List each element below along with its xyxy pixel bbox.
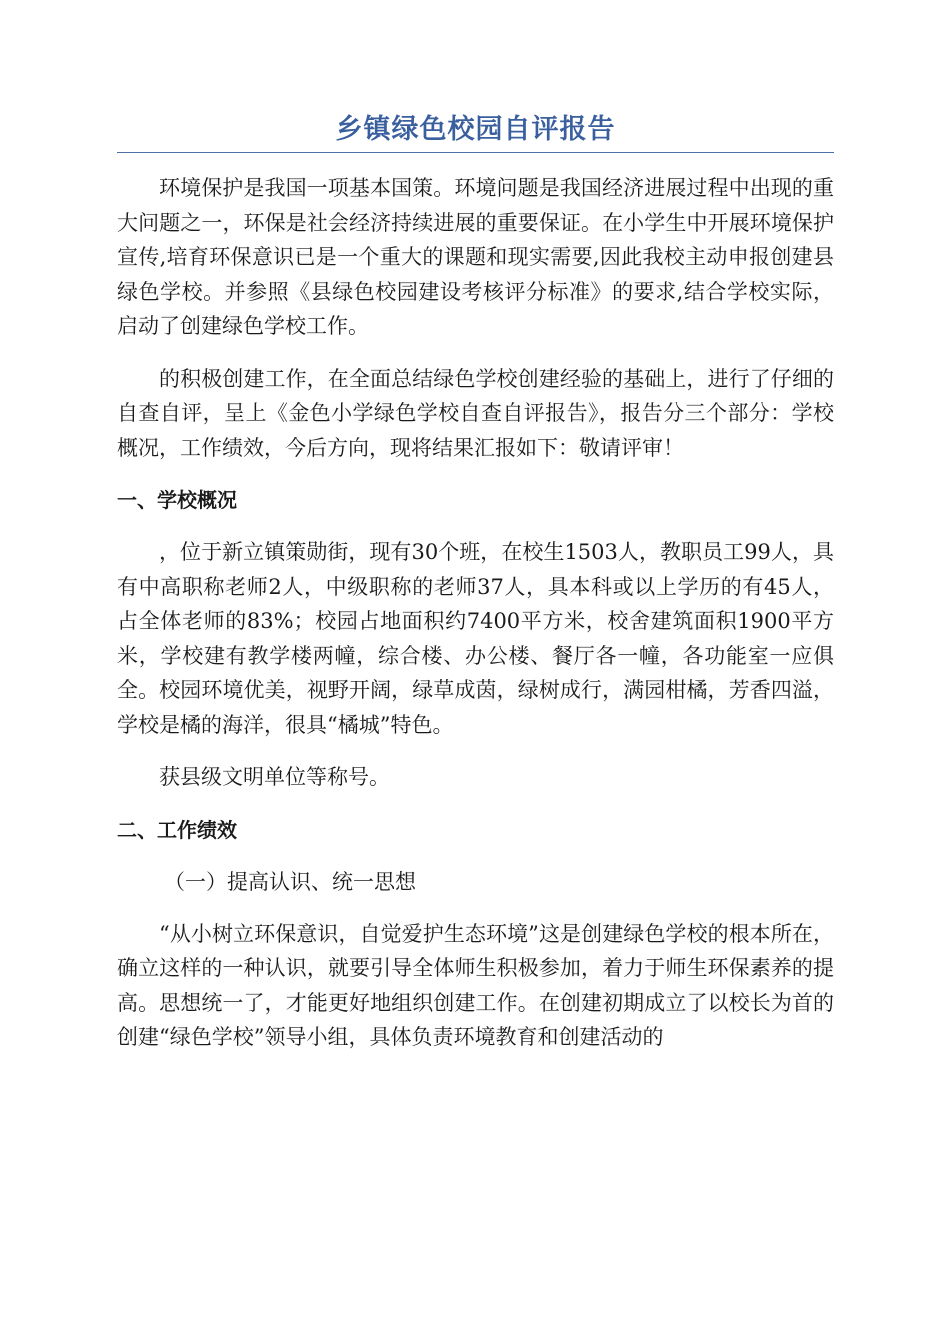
page-title: 乡镇绿色校园自评报告 <box>117 108 834 153</box>
document-page <box>117 108 834 1073</box>
paragraph-awareness: “从小树立环保意识，自觉爱护生态环境”这是创建绿色学校的根本所在，确立这样的一种认识，就要引导全体师生积极参加，着力于师生环保素养的提高。思想统一了，才能更好地组织创建工作。在创建初期成立了以校长为首的创建“绿色学校”领导小组，具体负责环境教育和创建活动的 <box>117 921 834 1049</box>
section-heading-performance: 二、工作绩效 <box>117 817 237 842</box>
paragraph-honors: 获县级文明单位等称号。 <box>159 765 390 789</box>
paragraph-summary: 的积极创建工作，在全面总结绿色学校创建经验的基础上，进行了仔细的自查自评，呈上《金色小学绿色学校自查自评报告》，报告分三个部分：学校概况，工作绩效，今后方向，现将结果汇报如下：敬请评审！ <box>117 366 834 460</box>
subsection-heading-awareness: （一）提高认识、统一思想 <box>164 869 416 894</box>
section-heading-overview: 一、学校概况 <box>117 488 237 512</box>
paragraph-intro: 环境保护是我国一项基本国策。环境问题是我国经济进展过程中出现的重大问题之一，环保是社会经济持续进展的重要保证。在小学生中开展环境保护宣传,培育环保意识已是一个重大的课题和现实需要,因此我校主动申报创建县绿色学校。并参照《县绿色校园建设考核评分标准》的要求,结合学校实际，启动了创建绿色学校工作。 <box>117 176 834 338</box>
paragraph-overview: ，位于新立镇策勋街，现有30个班，在校生1503人，教职员工99人，具有中高职称老师2人，中级职称的老师37人，具本科或以上学历的有45人，占全体老师的83%；校园占地面积约7400平方米，校舍建筑面积1900平方米，学校建有教学楼两幢，综合楼、办公楼、餐厅各一幢，各功能室一应俱全。校园环境优美，视野开阔，绿草成茵，绿树成行，满园柑橘，芳香四溢，学校是橘的海洋，很具“橘城”特色。 <box>117 540 834 737</box>
